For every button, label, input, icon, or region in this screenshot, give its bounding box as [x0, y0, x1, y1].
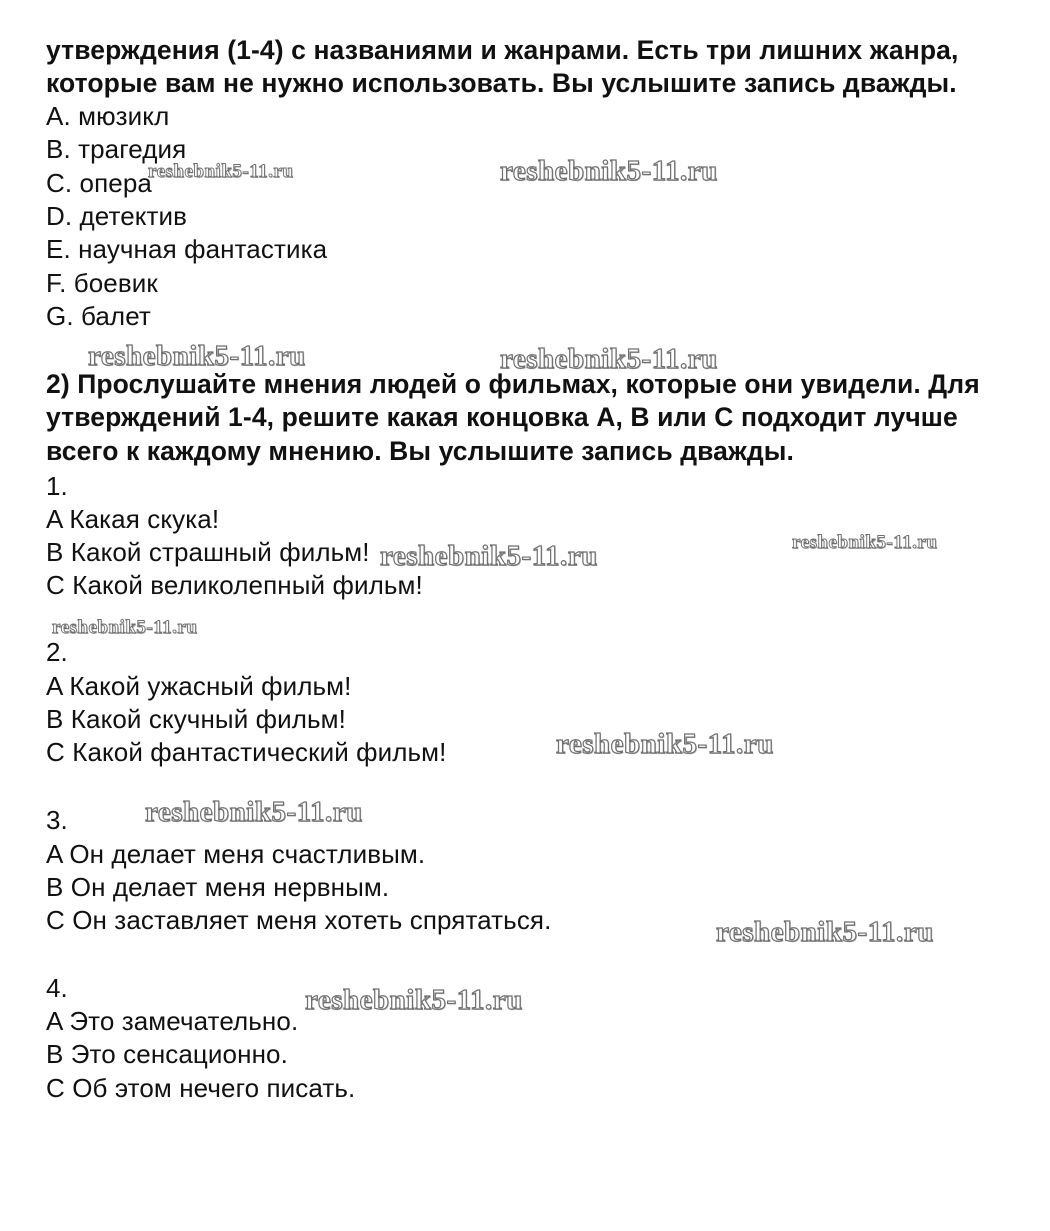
- watermark: reshebnik5-11.ru: [380, 540, 598, 572]
- task2-heading-line-3: всего к каждому мнению. Вы услышите запись дважды.: [46, 436, 794, 466]
- genre-item-d: D. детектив: [46, 201, 188, 231]
- watermark: reshebnik5-11.ru: [305, 984, 523, 1016]
- watermark: reshebnik5-11.ru: [716, 916, 934, 948]
- item-3-option-c: C Он заставляет меня хотеть спрятаться.: [46, 905, 552, 935]
- watermark: reshebnik5-11.ru: [792, 532, 938, 553]
- genre-item-e: E. научная фантастика: [46, 234, 328, 264]
- genre-item-g: G. балет: [46, 301, 151, 331]
- item-4-number: 4.: [46, 973, 68, 1003]
- watermark: reshebnik5-11.ru: [500, 343, 718, 375]
- item-2-option-c: C Какой фантастический фильм!: [46, 737, 447, 767]
- item-3-option-a: A Он делает меня счастливым.: [46, 839, 426, 869]
- item-4-option-a: A Это замечательно.: [46, 1006, 299, 1036]
- task2-heading-line-1: 2) Прослушайте мнения людей о фильмах, которые они увидели. Для: [46, 369, 980, 399]
- task1-intro-line-1: утверждения (1-4) с названиями и жанрами. Есть три лишних жанра,: [46, 35, 959, 65]
- watermark: reshebnik5-11.ru: [500, 155, 718, 187]
- task2-heading-line-2: утверждений 1-4, решите какая концовка A, B или C подходит лучше: [46, 402, 958, 432]
- task1-intro-line-2: которые вам не нужно использовать. Вы услышите запись дважды.: [46, 68, 957, 98]
- item-2-option-a: A Какой ужасный фильм!: [46, 671, 352, 701]
- watermark: reshebnik5-11.ru: [52, 617, 198, 638]
- genre-item-c: C. опера: [46, 168, 152, 198]
- item-4-option-b: B Это сенсационно.: [46, 1039, 288, 1069]
- item-4-option-c: C Об этом нечего писать.: [46, 1073, 356, 1103]
- genre-item-a: A. мюзикл: [46, 101, 170, 131]
- watermark: reshebnik5-11.ru: [556, 728, 774, 760]
- item-3-option-b: B Он делает меня нервным.: [46, 872, 390, 902]
- item-3-number: 3.: [46, 805, 68, 835]
- item-1-option-b: B Какой страшный фильм!: [46, 537, 370, 567]
- item-2-number: 2.: [46, 637, 68, 667]
- item-1-option-c: C Какой великолепный фильм!: [46, 570, 423, 600]
- genre-item-b: B. трагедия: [46, 134, 187, 164]
- item-1-option-a: A Какая скука!: [46, 504, 220, 534]
- watermark: reshebnik5-11.ru: [88, 340, 306, 372]
- item-2-option-b: B Какой скучный фильм!: [46, 704, 346, 734]
- item-1-number: 1.: [46, 471, 68, 501]
- watermark: reshebnik5-11.ru: [145, 796, 363, 828]
- genre-item-f: F. боевик: [46, 268, 158, 298]
- watermark: reshebnik5-11.ru: [148, 161, 294, 182]
